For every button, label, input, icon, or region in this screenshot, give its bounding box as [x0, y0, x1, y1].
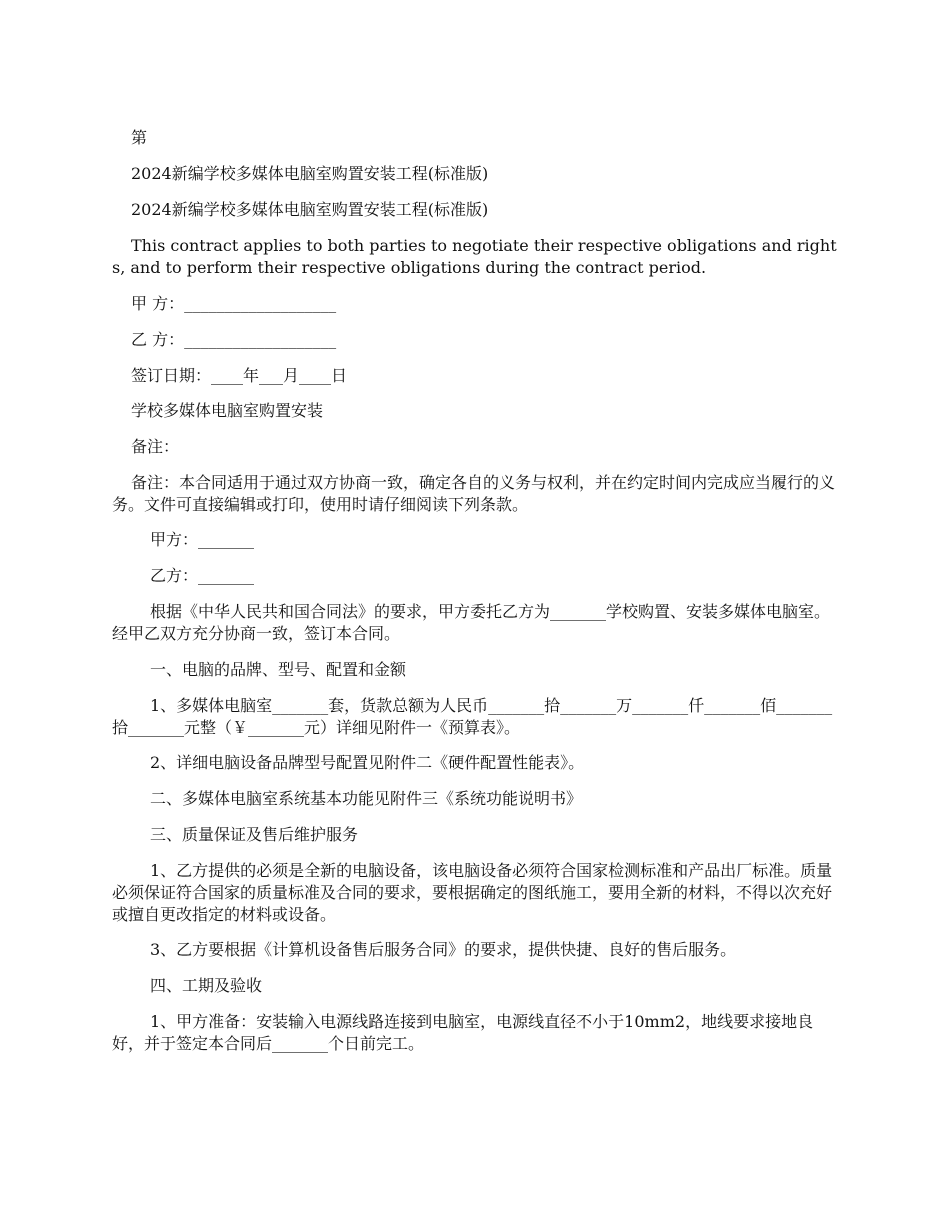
clause-4-1: 1、甲方准备：安装输入电源线路连接到电脑室，电源线直径不小于10mm2，地线要求接地良好，并于签定本合同后_______个日前完工。: [112, 1012, 814, 1053]
document-title-repeat: 2024新编学校多媒体电脑室购置安装工程(标准版): [131, 200, 489, 219]
party-a-cover-line: 甲 方：___________________: [131, 294, 337, 313]
intro-clause: 根据《中华人民共和国合同法》的要求，甲方委托乙方为_______学校购置、安装多媒体电脑室。经甲乙双方充分协商一致，签订本合同。: [112, 602, 831, 643]
section-heading-1: 一、电脑的品牌、型号、配置和金额: [150, 660, 407, 679]
party-a-line: 甲方：_______: [150, 530, 255, 549]
clause-1-1: 1、多媒体电脑室_______套，货款总额为人民币_______拾_______万_______仟_______佰_______拾_______元整（￥_______元）详细见附件一《预算表》。: [112, 696, 833, 737]
clause-1-2: 2、详细电脑设备品牌型号配置见附件二《硬件配置性能表》。: [150, 753, 585, 772]
sign-date-line: 签订日期：____年___月____日: [131, 366, 348, 385]
section-heading-3: 三、质量保证及售后维护服务: [150, 825, 359, 844]
document-title: 2024新编学校多媒体电脑室购置安装工程(标准版): [131, 164, 489, 183]
section-heading-4: 四、工期及验收: [150, 976, 263, 995]
section-heading-2: 二、多媒体电脑室系统基本功能见附件三《系统功能说明书》: [150, 789, 583, 808]
remark-label: 备注：: [131, 437, 180, 456]
document-subtitle: 学校多媒体电脑室购置安装: [131, 401, 324, 420]
clause-3-1: 1、乙方提供的必须是全新的电脑设备，该电脑设备必须符合国家检测标准和产品出厂标准。质量必须保证符合国家的质量标准及合同的要求，要根据确定的图纸施工，要用全新的材料，不得以次充好或擅自更改指定的材料或设备。: [112, 861, 833, 924]
party-b-cover-line: 乙 方：___________________: [131, 330, 337, 349]
clause-3-3: 3、乙方要根据《计算机设备售后服务合同》的要求，提供快捷、良好的售后服务。: [150, 940, 737, 959]
english-intro: This contract applies to both parties to negotiate their respective obligations and rights, and to perform their respective obligations during the contract period.: [112, 236, 837, 277]
header-fragment: 第: [131, 128, 148, 147]
remark-text: 备注：本合同适用于通过双方协商一致，确定各自的义务与权利，并在约定时间内完成应当履行的义务。文件可直接编辑或打印，使用时请仔细阅读下列条款。: [112, 473, 836, 514]
party-b-line: 乙方：_______: [150, 566, 255, 585]
